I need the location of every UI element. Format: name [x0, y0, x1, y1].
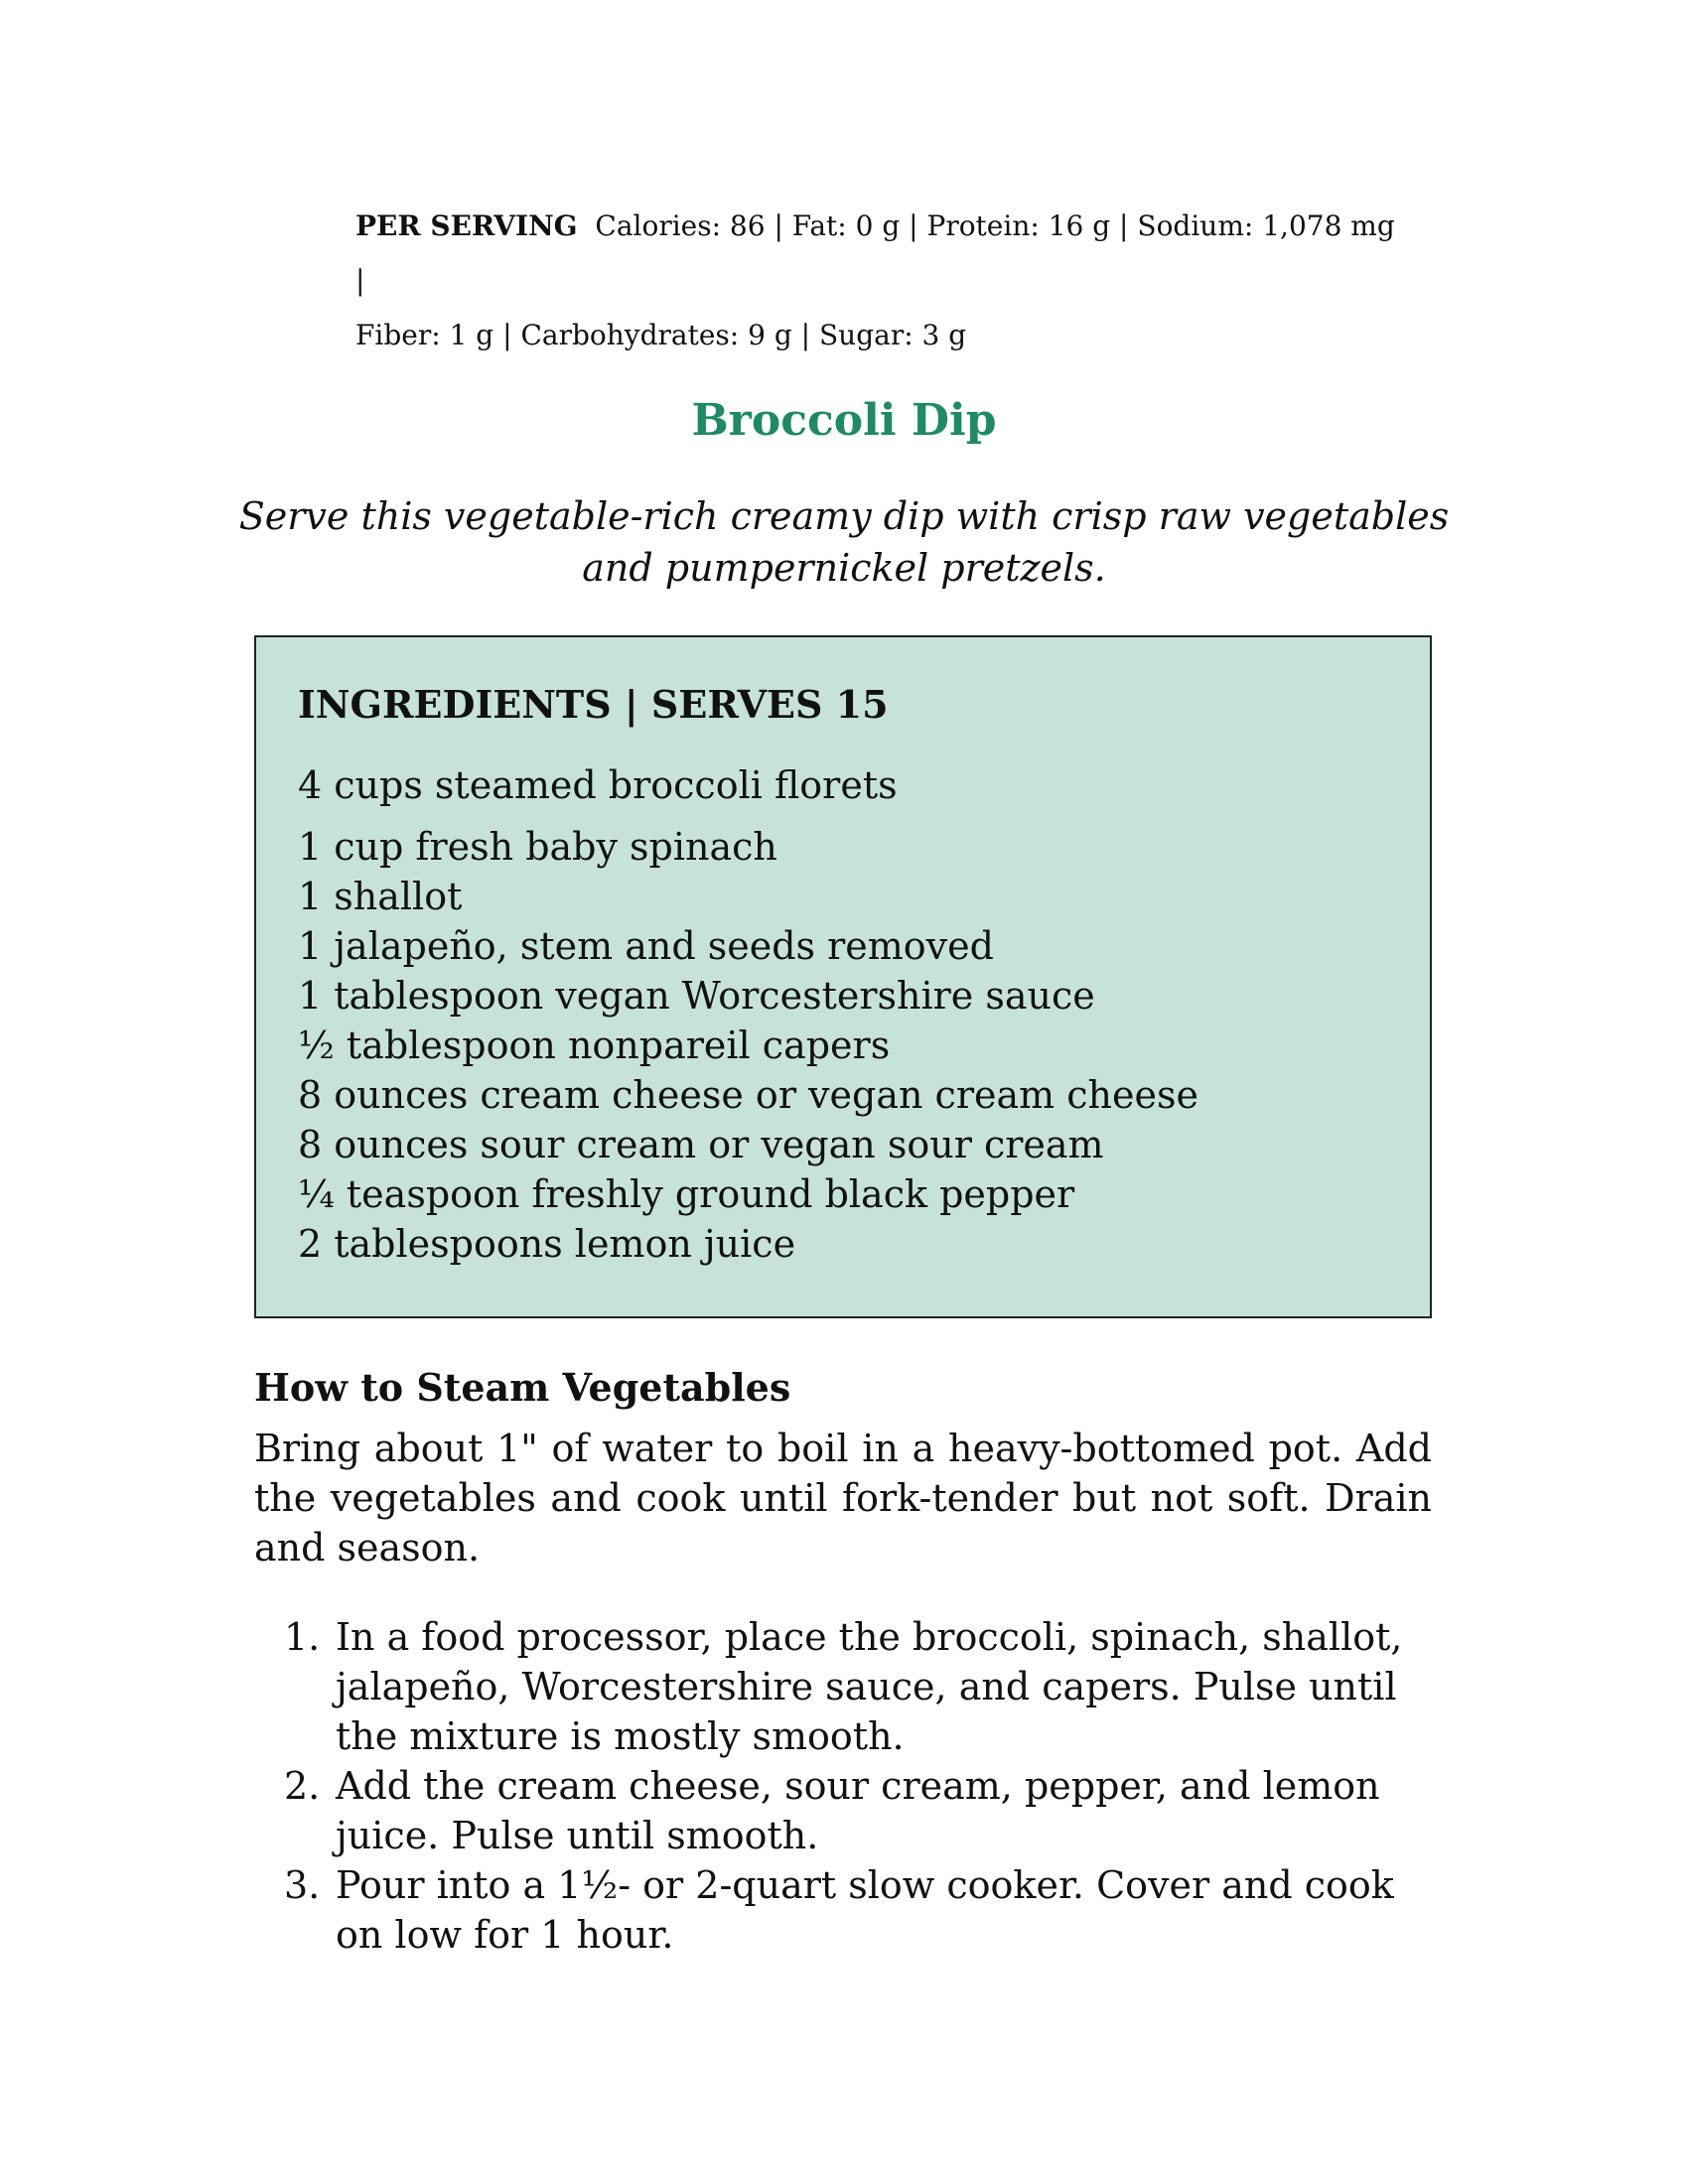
ingredient-item: 2 tablespoons lemon juice — [298, 1222, 796, 1266]
instruction-step — [254, 1612, 1432, 1761]
ingredients-box — [254, 635, 1432, 1318]
ingredient-item: 8 ounces sour cream or vegan sour cream — [298, 1123, 1104, 1166]
nutrition-info — [355, 199, 1408, 362]
step-number: 2. — [284, 1764, 321, 1808]
step-number: 1. — [284, 1615, 321, 1659]
step-text: Add the cream cheese, sour cream, pepper, and lemon juice. Pulse until smooth. — [336, 1764, 1380, 1857]
nutrition-line-1: Calories: 86 | Fat: 0 g | Protein: 16 g | Sodium: 1,078 mg | — [355, 209, 1395, 297]
step-text: Pour into a 1½- or 2-quart slow cooker. Cover and cook on low for 1 hour. — [336, 1863, 1394, 1957]
ingredients-heading: INGREDIENTS | SERVES 15 — [298, 682, 889, 727]
step-text: In a food processor, place the broccoli, spinach, shallot, jalapeño, Worcestershire sauce, and capers. Pulse until the mixture is mostly smooth. — [336, 1615, 1403, 1758]
ingredient-item: 1 tablespoon vegan Worcestershire sauce — [298, 974, 1095, 1018]
nutrition-line-2: Fiber: 1 g | Carbohydrates: 9 g | Sugar: 3 g — [355, 319, 967, 351]
instructions-list — [254, 1612, 1432, 1960]
ingredient-item: 1 shallot — [298, 875, 463, 918]
ingredient-item: 8 ounces cream cheese or vegan cream cheese — [298, 1073, 1198, 1117]
ingredient-item: 4 cups steamed broccoli florets — [298, 763, 898, 807]
ingredient-item: ¼ teaspoon freshly ground black pepper — [298, 1172, 1075, 1216]
recipe-intro: Serve this vegetable-rich creamy dip with crisp raw vegetables and pumpernickel pretzels. — [238, 494, 1450, 590]
ingredient-item: 1 cup fresh baby spinach — [298, 825, 777, 869]
ingredient-item: ½ tablespoon nonpareil capers — [298, 1024, 891, 1067]
step-number: 3. — [284, 1863, 321, 1907]
recipe-title: Broccoli Dip — [691, 395, 997, 446]
instruction-step — [254, 1761, 1432, 1860]
steam-tip-text: Bring about 1" of water to boil in a heavy-bottomed pot. Add the vegetables and cook until fork-tender but not soft. Drain and season. — [254, 1427, 1432, 1570]
per-serving-label: PER SERVING — [355, 209, 578, 242]
steam-tip-heading: How to Steam Vegetables — [254, 1365, 791, 1410]
instruction-step — [254, 1860, 1432, 1960]
ingredient-item: 1 jalapeño, stem and seeds removed — [298, 924, 994, 968]
ingredients-list — [298, 760, 1388, 1269]
